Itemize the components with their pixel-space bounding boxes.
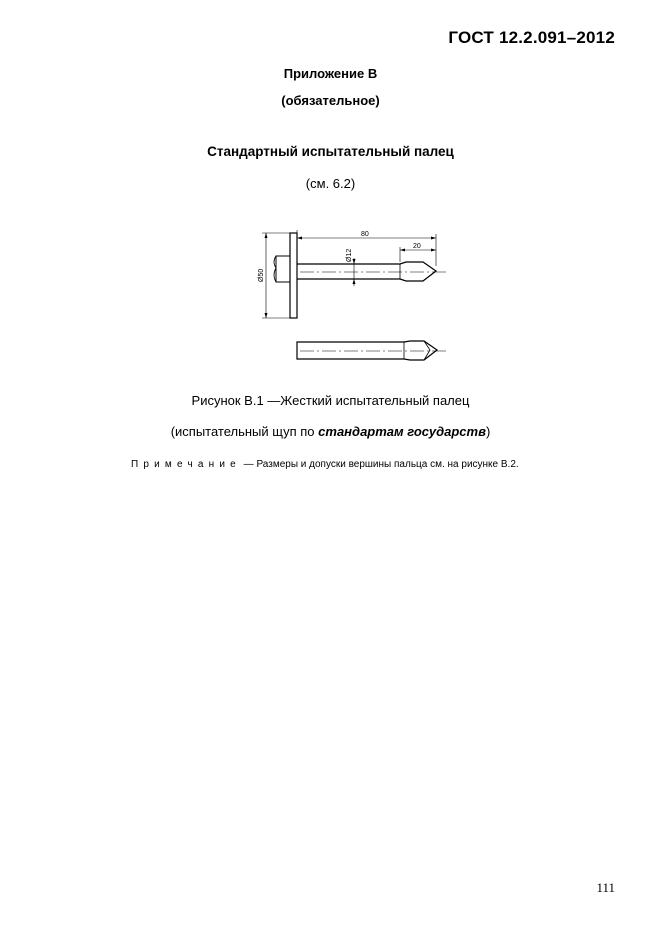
finger-body bbox=[297, 262, 436, 281]
dim-length-label: 80 bbox=[361, 231, 369, 238]
stop-plate bbox=[290, 233, 297, 318]
finger-side-view bbox=[297, 341, 437, 360]
caption-suffix: ) bbox=[485, 424, 491, 439]
appendix-title: Приложение В bbox=[283, 66, 378, 81]
handle-stub bbox=[276, 256, 290, 282]
dim-diameter-finger-label: Ø12 bbox=[346, 248, 353, 262]
dim-diameter-stop-label: Ø50 bbox=[258, 268, 265, 282]
section-reference: (см. 6.2) bbox=[305, 176, 356, 191]
dim-tip-label: 20 bbox=[413, 243, 421, 250]
figure-caption-note bbox=[0, 424, 661, 439]
note bbox=[131, 459, 519, 470]
note-label: Примечание bbox=[131, 459, 241, 470]
caption-prefix: (испытательный щуп по bbox=[170, 424, 319, 439]
appendix-status: (обязательное) bbox=[281, 93, 380, 108]
caption-emphasis: стандартам государств bbox=[318, 424, 486, 439]
figure-caption: Рисунок В.1 —Жесткий испытательный палец bbox=[191, 393, 470, 408]
section-title: Стандартный испытательный палец bbox=[207, 144, 454, 159]
document-header: ГОСТ 12.2.091–2012 bbox=[448, 28, 615, 47]
page-number: 111 bbox=[596, 880, 615, 895]
note-text: — Размеры и допуски вершины пальца см. на рисунке В.2. bbox=[240, 459, 519, 470]
